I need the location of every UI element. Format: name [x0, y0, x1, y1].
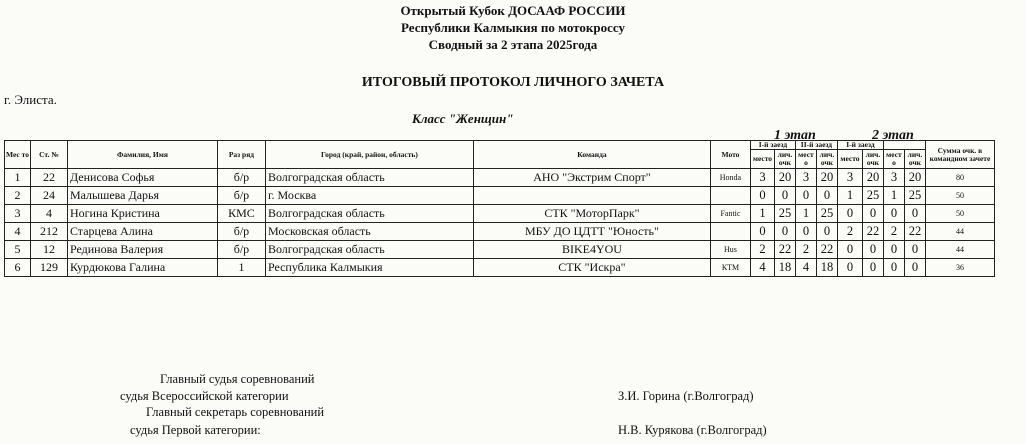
col-race-1: I-й заезд — [750, 141, 795, 150]
cell-race-value: 22 — [816, 241, 837, 259]
cell-race-value: 1 — [837, 187, 862, 205]
sub-place-1: место — [750, 150, 774, 169]
cell-start-no: 12 — [30, 241, 67, 259]
cell-team — [473, 187, 710, 205]
cell-race-value: 0 — [795, 223, 816, 241]
cell-rank: б/р — [217, 241, 265, 259]
cell-race-value: 3 — [837, 169, 862, 187]
cell-total: 50 — [925, 187, 994, 205]
cell-race-value: 0 — [837, 205, 862, 223]
cell-race-value: 2 — [750, 241, 774, 259]
cell-city: г. Москва — [265, 187, 473, 205]
secretary-title: Главный секретарь соревнований — [146, 405, 325, 419]
cell-place: 6 — [5, 259, 31, 277]
cell-race-value: 20 — [904, 169, 925, 187]
cell-race-value: 4 — [795, 259, 816, 277]
col-race-3: I-й заезд — [837, 141, 883, 150]
cell-race-value: 0 — [795, 187, 816, 205]
table-row — [5, 241, 995, 259]
cell-race-value: 22 — [862, 223, 883, 241]
cell-race-value: 0 — [862, 241, 883, 259]
cell-race-value: 2 — [883, 223, 904, 241]
col-city: Город (край, район, область) — [265, 141, 473, 169]
cell-race-value: 0 — [862, 259, 883, 277]
cell-team: МБУ ДО ЦДТТ "Юность" — [473, 223, 710, 241]
cell-race-value: 0 — [774, 187, 795, 205]
cell-race-value: 0 — [904, 259, 925, 277]
cell-name: Малышева Дарья — [67, 187, 217, 205]
secretary-category: судья Первой категории: — [130, 423, 261, 437]
results-table — [4, 140, 995, 277]
cell-race-value: 0 — [883, 205, 904, 223]
col-moto: Мото — [710, 141, 750, 169]
sub-points-4: лич. очк — [904, 150, 925, 169]
cell-race-value: 3 — [750, 169, 774, 187]
cell-race-value: 18 — [774, 259, 795, 277]
cell-place: 3 — [5, 205, 31, 223]
cell-race-value: 20 — [862, 169, 883, 187]
cell-start-no: 22 — [30, 169, 67, 187]
cell-race-value: 1 — [750, 205, 774, 223]
cell-race-value: 0 — [837, 241, 862, 259]
col-total: Сумма очк. в командном зачете — [925, 141, 994, 169]
cell-race-value: 25 — [862, 187, 883, 205]
cell-race-value: 25 — [904, 187, 925, 205]
col-start-no: Ст. № — [30, 141, 67, 169]
col-team: Команда — [473, 141, 710, 169]
cell-rank: б/р — [217, 187, 265, 205]
cell-race-value: 4 — [750, 259, 774, 277]
sub-points-2: лич. очк — [816, 150, 837, 169]
cell-race-value: 18 — [816, 259, 837, 277]
cell-total: 50 — [925, 205, 994, 223]
cell-rank: б/р — [217, 169, 265, 187]
cell-city: Волгоградская область — [265, 169, 473, 187]
cell-name: Рединова Валерия — [67, 241, 217, 259]
header-line-2: Республики Калмыкия по мотокроссу — [401, 20, 625, 35]
cell-city: Волгоградская область — [265, 205, 473, 223]
stage-1-label: 1 этап — [774, 128, 816, 143]
cell-place: 4 — [5, 223, 31, 241]
sub-place-2: мест о — [795, 150, 816, 169]
judge-category: судья Всероссийской категории — [120, 389, 289, 403]
cell-team: СТК "МоторПарк" — [473, 205, 710, 223]
cell-race-value: 0 — [904, 205, 925, 223]
cell-race-value: 0 — [750, 223, 774, 241]
cell-race-value: 0 — [837, 259, 862, 277]
cell-race-value: 2 — [837, 223, 862, 241]
cell-moto: КТМ — [710, 259, 750, 277]
table-row — [5, 205, 995, 223]
cell-total: 80 — [925, 169, 994, 187]
table-row — [5, 169, 995, 187]
cell-race-value: 22 — [904, 223, 925, 241]
judge-title: Главный судья соревнований — [160, 372, 315, 386]
class-label: Класс "Женщин" — [412, 111, 514, 126]
protocol-title: ИТОГОВЫЙ ПРОТОКОЛ ЛИЧНОГО ЗАЧЕТА — [361, 75, 665, 90]
sub-points-1: лич. очк — [774, 150, 795, 169]
cell-start-no: 4 — [30, 205, 67, 223]
sub-place-3: место — [837, 150, 862, 169]
col-name: Фамилия, Имя — [67, 141, 217, 169]
cell-race-value: 0 — [816, 187, 837, 205]
cell-start-no: 24 — [30, 187, 67, 205]
cell-race-value: 20 — [774, 169, 795, 187]
cell-race-value: 1 — [795, 205, 816, 223]
cell-moto: Honda — [710, 169, 750, 187]
cell-race-value: 0 — [816, 223, 837, 241]
cell-race-value: 0 — [883, 259, 904, 277]
cell-rank: б/р — [217, 223, 265, 241]
cell-race-value: 0 — [750, 187, 774, 205]
cell-moto: Hus — [710, 241, 750, 259]
cell-race-value: 0 — [883, 241, 904, 259]
cell-city: Волгоградская область — [265, 241, 473, 259]
col-rank: Раз ряд — [217, 141, 265, 169]
cell-moto: Fantic — [710, 205, 750, 223]
cell-rank: КМС — [217, 205, 265, 223]
col-race-2: II-й заезд — [795, 141, 837, 150]
sub-points-3: лич. очк — [862, 150, 883, 169]
col-place: Мес то — [5, 141, 31, 169]
cell-moto — [710, 187, 750, 205]
cell-race-value: 25 — [774, 205, 795, 223]
cell-place: 2 — [5, 187, 31, 205]
cell-place: 1 — [5, 169, 31, 187]
cell-name: Курдюкова Галина — [67, 259, 217, 277]
header-line-3: Сводный за 2 этапа 2025года — [428, 37, 598, 52]
cell-race-value: 25 — [816, 205, 837, 223]
table-row — [5, 259, 995, 277]
table-row — [5, 187, 995, 205]
cell-race-value: 2 — [795, 241, 816, 259]
results-body — [5, 169, 995, 277]
cell-rank: 1 — [217, 259, 265, 277]
cell-race-value: 22 — [774, 241, 795, 259]
city-label: г. Элиста. — [4, 92, 57, 107]
sub-place-4: мест о — [883, 150, 904, 169]
judge-name: З.И. Горина (г.Волгоград) — [618, 389, 754, 403]
cell-name: Старцева Алина — [67, 223, 217, 241]
cell-city: Республика Калмыкия — [265, 259, 473, 277]
header-line-1: Открытый Кубок ДОСААФ РОССИИ — [400, 3, 626, 18]
cell-team: BIKE4YOU — [473, 241, 710, 259]
cell-race-value: 0 — [862, 205, 883, 223]
cell-total: 44 — [925, 223, 994, 241]
cell-start-no: 129 — [30, 259, 67, 277]
cell-place: 5 — [5, 241, 31, 259]
cell-race-value: 1 — [883, 187, 904, 205]
cell-moto — [710, 223, 750, 241]
cell-race-value: 3 — [795, 169, 816, 187]
col-race-4 — [883, 141, 925, 150]
cell-name: Денисова Софья — [67, 169, 217, 187]
cell-race-value: 0 — [904, 241, 925, 259]
secretary-name: Н.В. Курякова (г.Волгоград) — [618, 423, 767, 437]
cell-team: АНО "Экстрим Спорт" — [473, 169, 710, 187]
cell-race-value: 20 — [816, 169, 837, 187]
cell-race-value: 3 — [883, 169, 904, 187]
table-row — [5, 223, 995, 241]
header-row — [5, 141, 995, 150]
cell-race-value: 0 — [774, 223, 795, 241]
stage-2-label: 2 этап — [872, 128, 914, 143]
cell-team: СТК "Искра" — [473, 259, 710, 277]
cell-start-no: 212 — [30, 223, 67, 241]
cell-name: Ногина Кристина — [67, 205, 217, 223]
cell-city: Московская область — [265, 223, 473, 241]
cell-total: 44 — [925, 241, 994, 259]
cell-total: 36 — [925, 259, 994, 277]
